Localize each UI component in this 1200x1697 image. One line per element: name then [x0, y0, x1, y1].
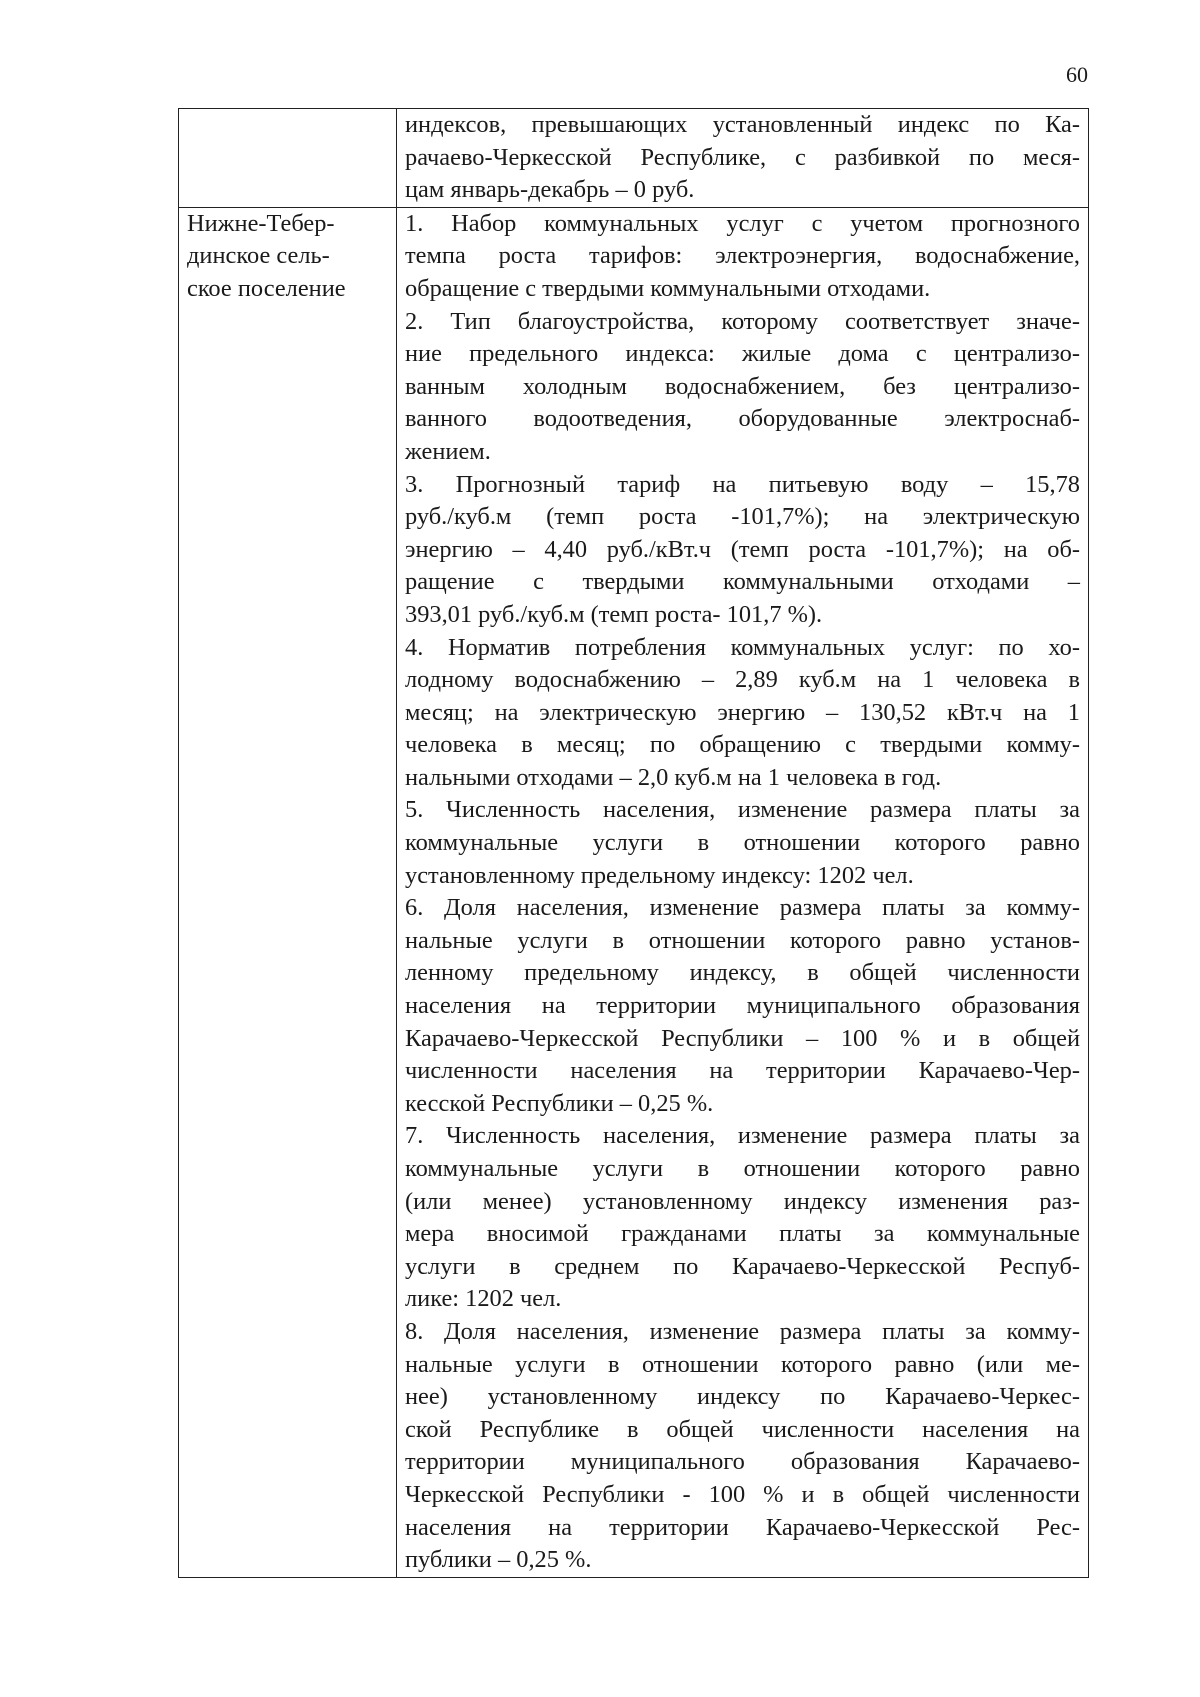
text-line: (или менее) установленному индексу изменения раз-	[405, 1187, 1080, 1215]
text-line: коммунальные услуги в отношении которого равно	[405, 829, 1080, 857]
municipality-name-line: Нижне-Тебер-	[187, 209, 335, 237]
text-line: 1. Набор коммунальных услуг с учетом прогнозного	[405, 209, 1080, 237]
text-line: 5. Численность населения, изменение размера платы за	[405, 796, 1080, 824]
text-line: Черкесской Республики - 100 % и в общей численности	[405, 1480, 1080, 1508]
text-line: лике: 1202 чел.	[405, 1285, 562, 1313]
text-line: коммунальные услуги в отношении которого равно	[405, 1155, 1080, 1182]
text-line: темпа роста тарифов: электроэнергия, водоснабжение,	[405, 242, 1080, 270]
paragraph-5	[405, 794, 1080, 892]
text-line: жением.	[405, 437, 491, 465]
text-line: ленному предельному индексу, в общей численности	[405, 959, 1080, 987]
paragraph-4	[405, 632, 1080, 795]
text-line: 8. Доля населения, изменение размера платы за комму-	[405, 1317, 1080, 1345]
municipality-name-cell	[179, 207, 397, 1577]
text-line: Карачаево-Черкесской Республики – 100 % и в общей	[405, 1024, 1080, 1052]
paragraph-2	[405, 306, 1080, 469]
text-line: кесской Республики – 0,25 %.	[405, 1089, 714, 1117]
text-line: 3. Прогнозный тариф на питьевую воду – 15,78	[405, 470, 1080, 498]
municipality-cell-empty	[179, 109, 397, 208]
text-line: установленному предельному индексу: 1202 чел.	[405, 861, 914, 889]
text-line: ванным холодным водоснабжением, без централизо-	[405, 372, 1080, 400]
paragraph-1	[405, 208, 1080, 306]
paragraph-8	[405, 1316, 1080, 1577]
text-line: ние предельного индекса: жилые дома с централизо-	[405, 340, 1080, 368]
text-line: человека в месяц; по обращению с твердыми комму-	[405, 731, 1080, 759]
text-line: населения на территории Карачаево-Черкесской Рес-	[405, 1513, 1080, 1541]
text-line: нальные услуги в отношении которого равно (или ме-	[405, 1350, 1080, 1378]
text-line: ской Республике в общей численности населения на	[405, 1415, 1080, 1443]
text-line: индексов, превышающих установленный индекс по Ка-	[405, 111, 1080, 138]
paragraph-6	[405, 892, 1080, 1120]
paragraph-3	[405, 469, 1080, 632]
continuation-cell	[397, 109, 1089, 208]
text-line: нальные услуги в отношении которого равно установ-	[405, 926, 1080, 954]
text-line: обращение с твердыми коммунальными отходами.	[405, 274, 931, 302]
text-line: услуги в среднем по Карачаево-Черкесской Респуб-	[405, 1252, 1080, 1280]
text-line: численности населения на территории Карачаево-Чер-	[405, 1057, 1080, 1085]
text-line: публики – 0,25 %.	[405, 1546, 592, 1574]
text-line: руб./куб.м (темп роста -101,7%); на электрическую	[405, 503, 1080, 531]
text-line: месяц; на электрическую энергию – 130,52 кВт.ч на 1	[405, 698, 1080, 726]
municipality-name-line: ское поселение	[187, 274, 346, 302]
text-line: лодному водоснабжению – 2,89 куб.м на 1 человека в	[405, 666, 1080, 694]
text-line: рачаево-Черкесской Республике, с разбивкой по меся-	[405, 143, 1080, 171]
text-line: мера вносимой гражданами платы за коммунальные	[405, 1220, 1080, 1248]
text-line: 7. Численность населения, изменение размера платы за	[405, 1122, 1080, 1150]
text-line: 2. Тип благоустройства, которому соответствует значе-	[405, 307, 1080, 335]
text-line: населения на территории муниципального образования	[405, 992, 1080, 1020]
text-line: энергию – 4,40 руб./кВт.ч (темп роста -101,7%); на об-	[405, 535, 1080, 563]
text-line: 4. Норматив потребления коммунальных услуг: по хо-	[405, 633, 1080, 661]
document-table	[178, 108, 1089, 1578]
paragraph-7	[405, 1120, 1080, 1316]
text-line: 393,01 руб./куб.м (темп роста- 101,7 %).	[405, 600, 823, 628]
text-line: цам январь-декабрь – 0 руб.	[405, 176, 695, 204]
text-line: территории муниципального образования Карачаево-	[405, 1448, 1080, 1476]
text-line: ращение с твердыми коммунальными отходами –	[405, 568, 1080, 596]
text-line: нее) установленному индексу по Карачаево-Черкес-	[405, 1383, 1080, 1411]
page-number: 60	[1066, 62, 1088, 87]
table-row	[179, 109, 1089, 208]
municipality-name-line: динское сель-	[187, 242, 330, 270]
indicators-cell	[397, 207, 1089, 1577]
table-row	[179, 207, 1089, 1577]
text-line: ванного водоотведения, оборудованные электроснаб-	[405, 405, 1080, 433]
text-line: нальными отходами – 2,0 куб.м на 1 человека в год.	[405, 763, 942, 791]
text-line: 6. Доля населения, изменение размера платы за комму-	[405, 894, 1080, 922]
